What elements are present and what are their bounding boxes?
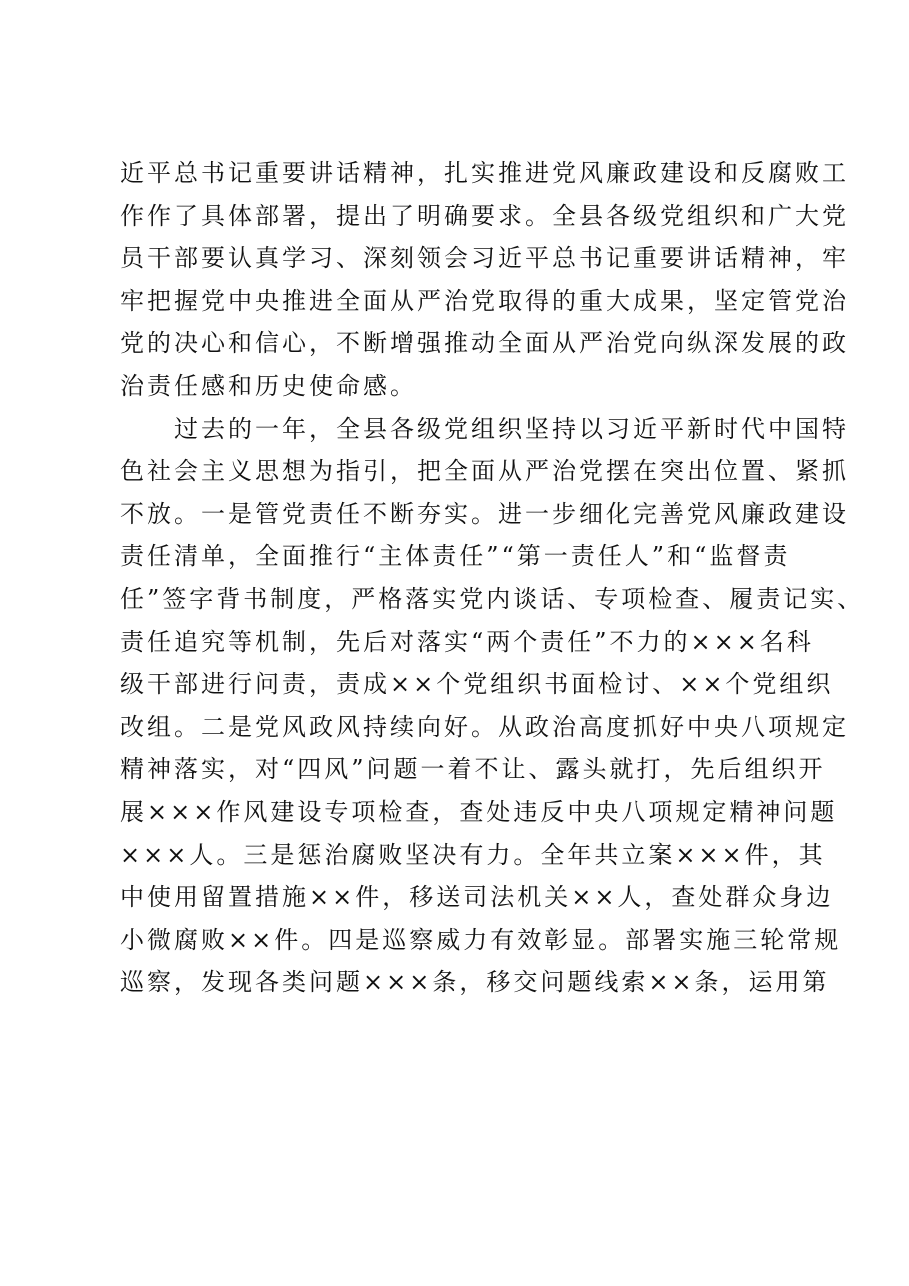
- text-line: 级干部进行问责，责成××个党组织书面检讨、××个党组织: [120, 670, 834, 699]
- text-line: 作作了具体部署，提出了明确要求。全县各级党组织和广大党: [120, 201, 849, 230]
- text-line: 不放。一是管党责任不断夯实。进一步细化完善党风廉政建设: [120, 499, 849, 528]
- text-line: 巡察，发现各类问题×××条，移交问题线索××条，运用第: [120, 968, 830, 997]
- text-line: 治责任感和历史使命感。: [120, 371, 417, 400]
- text-line: 党的决心和信心，不断增强推动全面从严治党向纵深发展的政: [120, 329, 849, 358]
- text-line: ×××人。三是惩治腐败坚决有力。全年共立案×××件，其: [120, 840, 826, 869]
- text-line: 责任追究等机制，先后对落实“两个责任”不力的×××名科: [120, 627, 814, 656]
- text-line: 小微腐败××件。四是巡察威力有效彰显。部署实施三轮常规: [120, 925, 842, 954]
- text-line: 牢把握党中央推进全面从严治党取得的重大成果，坚定管党治: [120, 286, 849, 315]
- text-line: 色社会主义思想为指引，把全面从严治党摆在突出位置、紧抓: [120, 457, 849, 486]
- paragraph-first-line: 过去的一年，全县各级党组织坚持以习近平新时代中国特: [174, 414, 849, 443]
- text-line: 员干部要认真学习、深刻领会习近平总书记重要讲话精神，牢: [120, 244, 849, 273]
- text-line: 精神落实，对“四风”问题一着不让、露头就打，先后组织开: [120, 755, 826, 784]
- text-line: 改组。二是党风政风持续向好。从政治高度抓好中央八项规定: [120, 712, 849, 741]
- text-line: 近平总书记重要讲话精神，扎实推进党风廉政建设和反腐败工: [120, 159, 849, 187]
- text-line: 中使用留置措施××件，移送司法机关××人，查处群众身边: [120, 883, 834, 912]
- text-line: 展×××作风建设专项检查，查处违反中央八项规定精神问题: [120, 797, 838, 826]
- document-body: [120, 152, 865, 1004]
- text-line: 任”签字背书制度，严格落实党内谈话、专项检查、履责记实、: [120, 584, 865, 613]
- text-line: 责任清单，全面推行“主体责任”“第一责任人”和“监督责: [120, 542, 791, 571]
